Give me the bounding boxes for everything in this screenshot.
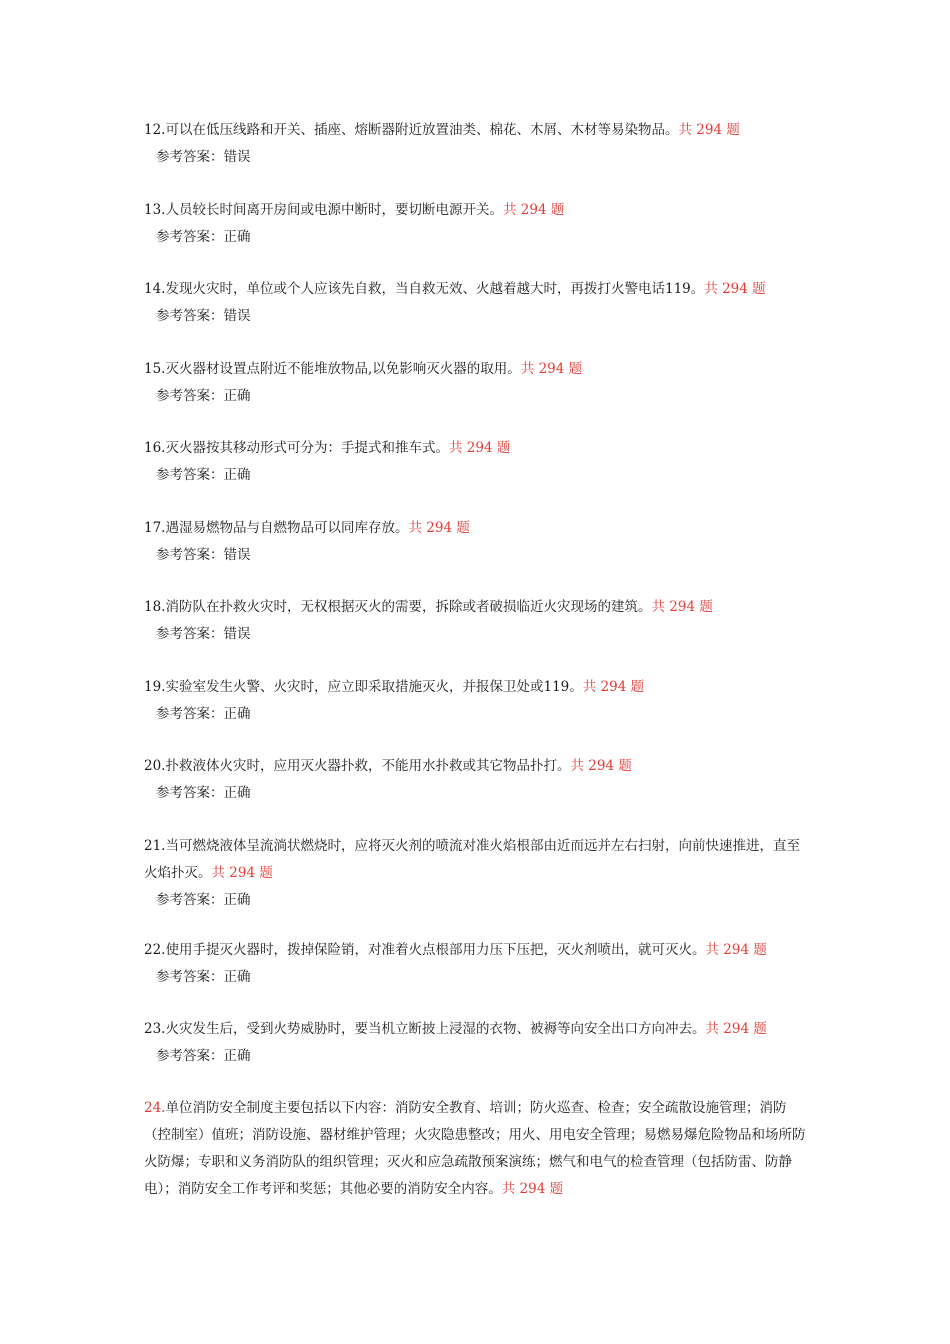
question-number: 24. [144,1100,166,1116]
question-text: 发现火灾时，单位或个人应该先自救，当自救无效、火越着越大时，再拨打火警电话119。 [165,281,705,297]
question-15 [144,356,812,410]
reference-answer: 参考答案：正确 [156,229,251,245]
question-text: 单位消防安全制度主要包括以下内容：消防安全教育、培训；防火巡查、检查；安全疏散设施管理；消防（控制室）值班；消防设施、器材维护管理；火灾隐患整改；用火、用电安全管理；易燃易爆危险物品和场所防火防爆；专职和义务消防队的组织管理；灭火和应急疏散预案演练；燃气和电气的检查管理（包括防雷、防静电）；消防安全工作考评和奖惩；其他必要的消防安全内容。 [144,1100,806,1197]
question-total: 共 294 题 [211,865,273,881]
question-number: 19. [144,679,166,695]
question-number: 13. [144,202,166,218]
question-total: 共 294 题 [704,281,766,297]
question-20 [144,753,812,807]
question-number: 16. [144,440,166,456]
question-19 [144,674,812,728]
reference-answer: 参考答案：错误 [156,626,251,642]
question-text: 实验室发生火警、火灾时，应立即采取措施灭火，并报保卫处或119。 [165,679,583,695]
question-12 [144,117,812,171]
question-text: 火灾发生后，受到火势威胁时，要当机立断披上浸湿的衣物、被褥等向安全出口方向冲去。 [165,1021,706,1037]
question-total: 共 294 题 [678,122,740,138]
reference-answer: 参考答案：正确 [156,467,251,483]
question-16 [144,435,812,489]
question-total: 共 294 题 [705,942,767,958]
question-total: 共 294 题 [705,1021,767,1037]
question-number: 20. [144,758,166,774]
question-total: 共 294 题 [502,202,565,218]
question-number: 23. [144,1021,166,1037]
question-21 [144,833,812,914]
question-total: 共 294 题 [651,599,713,615]
question-text: 消防队在扑救火灾时，无权根据灭火的需要，拆除或者破损临近火灾现场的建筑。 [165,599,652,615]
reference-answer: 参考答案：正确 [156,706,251,722]
question-total: 共 294 题 [448,440,511,456]
question-number: 15. [144,361,166,377]
question-text: 当可燃烧液体呈流淌状燃烧时，应将灭火剂的喷流对准火焰根部由近而远并左右扫射，向前快速推进，直至火焰扑灭。 [144,838,800,881]
question-text: 使用手提灭火器时，拨掉保险销，对准着火点根部用力压下压把，灭火剂喷出，就可灭火。 [165,942,706,958]
question-14 [144,276,812,330]
question-13 [144,197,812,251]
reference-answer: 参考答案：错误 [156,547,251,563]
question-24 [144,1095,812,1203]
reference-answer: 参考答案：正确 [156,388,251,404]
question-number: 21. [144,838,166,854]
question-text: 可以在低压线路和开关、插座、熔断器附近放置油类、棉花、木屑、木材等易染物品。 [165,122,679,138]
reference-answer: 参考答案：正确 [156,969,251,985]
reference-answer: 参考答案：错误 [156,149,251,165]
question-total: 共 294 题 [408,520,470,536]
question-text: 灭火器材设置点附近不能堆放物品,以免影响灭火器的取用。 [165,361,521,377]
reference-answer: 参考答案：错误 [156,308,251,324]
question-number: 22. [144,942,166,958]
reference-answer: 参考答案：正确 [156,1048,251,1064]
question-total: 共 294 题 [520,361,583,377]
question-number: 12. [144,122,166,138]
question-total: 共 294 题 [582,679,645,695]
question-17 [144,515,812,569]
question-23 [144,1016,812,1070]
question-text: 扑救液体火灾时，应用灭火器扑救，不能用水扑救或其它物品扑打。 [165,758,571,774]
question-number: 17. [144,520,166,536]
question-number: 18. [144,599,166,615]
question-text: 人员较长时间离开房间或电源中断时，要切断电源开关。 [165,202,503,218]
question-total: 共 294 题 [570,758,632,774]
reference-answer: 参考答案：正确 [156,785,251,801]
reference-answer: 参考答案：正确 [156,892,251,908]
question-22 [144,937,812,991]
question-text: 灭火器按其移动形式可分为：手提式和推车式。 [165,440,449,456]
question-total: 共 294 题 [501,1181,564,1197]
question-number: 14. [144,281,166,297]
question-18 [144,594,812,648]
question-text: 遇湿易燃物品与自燃物品可以同库存放。 [165,520,409,536]
